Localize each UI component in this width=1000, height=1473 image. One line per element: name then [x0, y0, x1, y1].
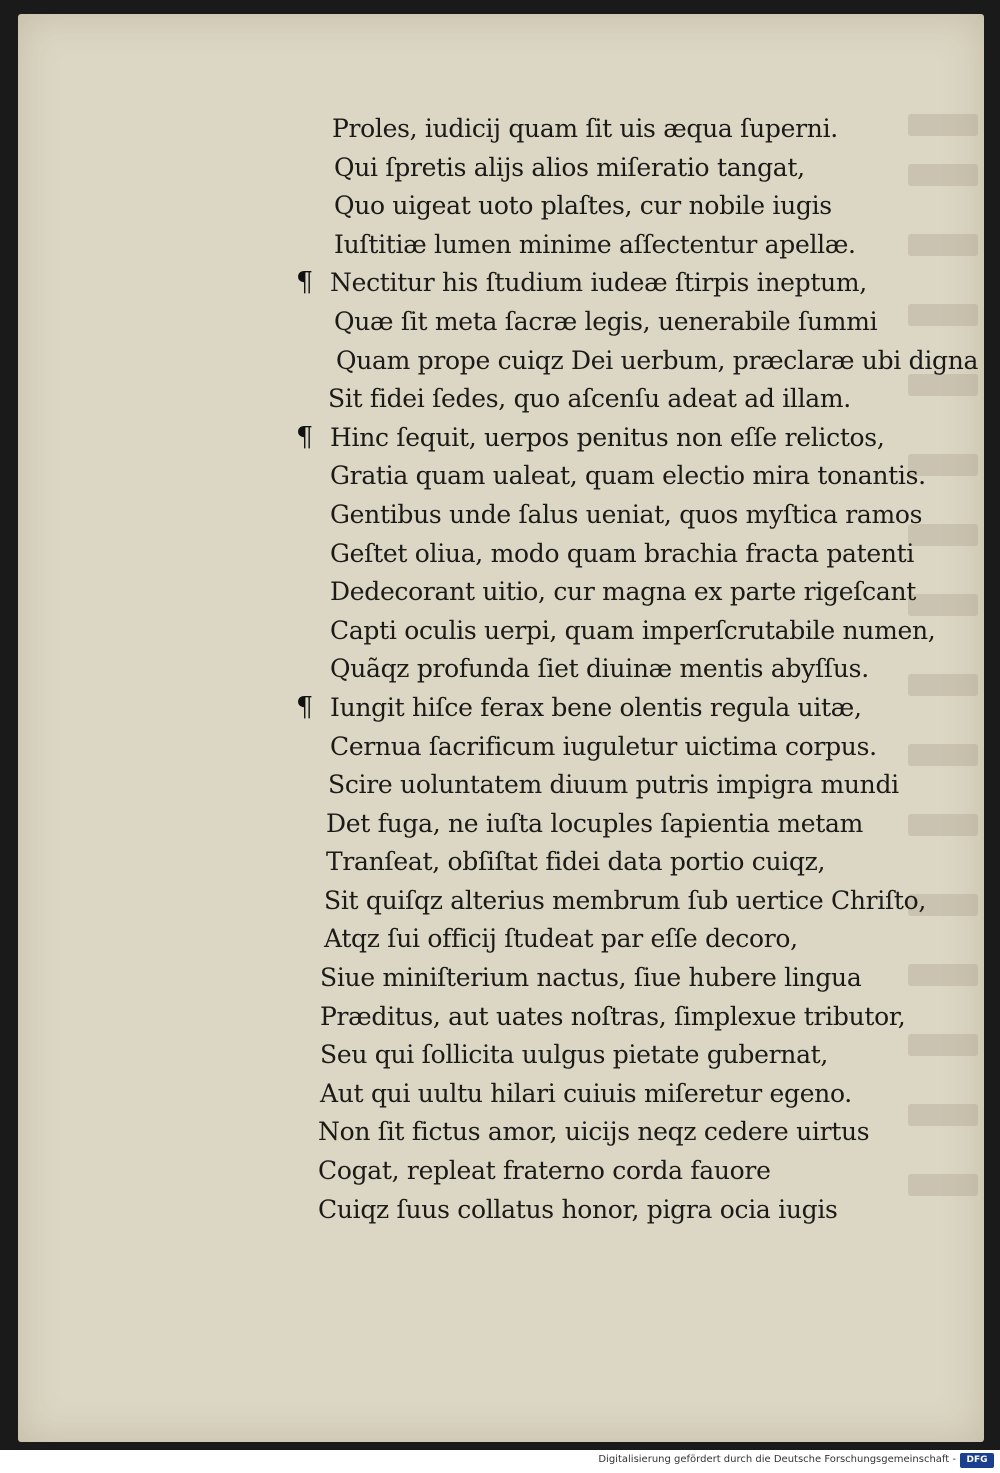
- line-text: Tranſeat, obſiſtat fidei data portio cuiqz,: [326, 847, 826, 877]
- line-text: Atqz ſui officij ſtudeat par eſſe decoro,: [324, 924, 798, 954]
- text-line: [280, 1152, 970, 1191]
- dfg-logo: DFG: [960, 1453, 994, 1468]
- text-line: [280, 1191, 970, 1230]
- text-line: [280, 380, 970, 419]
- text-line: [280, 1036, 970, 1075]
- line-text: Quam prope cuiqz Dei uerbum, præclaræ ubi digna: [336, 345, 979, 375]
- text-line: [280, 264, 970, 303]
- text-line: [280, 303, 970, 342]
- text-line: [280, 149, 970, 188]
- line-text: Det fuga, ne iuſta locuples ſapientia metam: [326, 808, 864, 838]
- text-line: [280, 573, 970, 612]
- line-text: Sit quiſqz alterius membrum ſub uertice Chriſto,: [324, 885, 927, 915]
- text-line: [280, 1113, 970, 1152]
- line-text: Præditus, aut uates noſtras, ſimplexue tributor,: [320, 1001, 906, 1031]
- line-text: Gratia quam ualeat, quam electio mira tonantis.: [330, 461, 926, 491]
- text-line: [280, 766, 970, 805]
- text-line: [280, 920, 970, 959]
- line-text: Dedecorant uitio, cur magna ex parte rigeſcant: [330, 577, 917, 607]
- text-line: [280, 805, 970, 844]
- funding-credit: Digitalisierung gefördert durch die Deutsche Forschungsgemeinschaft -: [598, 1454, 956, 1465]
- line-text: Nectitur his ſtudium iudeæ ſtirpis ineptum,: [330, 268, 867, 298]
- text-line: [280, 419, 970, 458]
- line-text: Iuſtitiæ lumen minime aſſectentur apellæ.: [334, 229, 856, 259]
- line-text: Capti oculis uerpi, quam imperſcrutabile numen,: [330, 615, 936, 645]
- line-text: Quæ ſit meta ſacræ legis, uenerabile ſummi: [334, 306, 878, 336]
- text-line: [280, 728, 970, 767]
- line-text: Hinc ſequit, uerpos penitus non eſſe relictos,: [330, 422, 885, 452]
- line-text: Cuiqz ſuus collatus honor, pigra ocia iugis: [318, 1194, 838, 1224]
- pilcrow-mark: ¶: [296, 691, 313, 723]
- text-line: [280, 496, 970, 535]
- text-line: [280, 457, 970, 496]
- line-text: Scire uoluntatem diuum putris impigra mundi: [328, 770, 899, 800]
- line-text: Iungit hiſce ferax bene olentis regula uitæ,: [330, 692, 862, 722]
- text-line: [280, 342, 979, 381]
- line-text: Proles, iudicij quam ſit uis æqua ſuperni.: [332, 114, 838, 143]
- text-line: [280, 959, 970, 998]
- line-text: Gentibus unde ſalus ueniat, quos myſtica ramos: [330, 499, 923, 529]
- poem-text-block: [280, 110, 979, 1229]
- text-line: [280, 226, 970, 265]
- footer-bar: [0, 1450, 1000, 1473]
- line-text: Siue miniſterium nactus, ſiue hubere lingua: [320, 963, 862, 993]
- line-text: Aut qui uultu hilari cuiuis miſeretur egeno.: [320, 1078, 852, 1108]
- text-line: [280, 882, 970, 921]
- pilcrow-mark: ¶: [296, 421, 313, 453]
- text-line: [280, 535, 970, 574]
- line-text: Seu qui ſollicita uulgus pietate gubernat,: [320, 1040, 829, 1070]
- text-line: [280, 843, 970, 882]
- text-line: [280, 998, 970, 1037]
- line-text: Qui ſpretis alijs alios miſeratio tangat,: [334, 152, 805, 182]
- text-line: [280, 187, 970, 226]
- line-text: Cernua ſacrificum iuguletur uictima corpus.: [330, 731, 877, 761]
- pilcrow-mark: ¶: [296, 267, 313, 299]
- line-text: Cogat, repleat fraterno corda fauore: [318, 1156, 771, 1186]
- text-line: [280, 650, 970, 689]
- line-text: Quãqz profunda ſiet diuinæ mentis abyſſus.: [330, 654, 869, 684]
- text-line: [280, 110, 970, 149]
- line-text: Sit fidei ſedes, quo aſcenſu adeat ad illam.: [328, 384, 851, 414]
- line-text: Quo uigeat uoto plaſtes, cur nobile iugis: [334, 191, 832, 221]
- line-text: Geſtet oliua, modo quam brachia fracta patenti: [330, 538, 915, 568]
- text-line: [280, 1075, 970, 1114]
- line-text: Non ſit fictus amor, uicijs neqz cedere uirtus: [318, 1117, 870, 1147]
- book-page: [18, 14, 984, 1442]
- text-line: [280, 689, 970, 728]
- text-line: [280, 612, 970, 651]
